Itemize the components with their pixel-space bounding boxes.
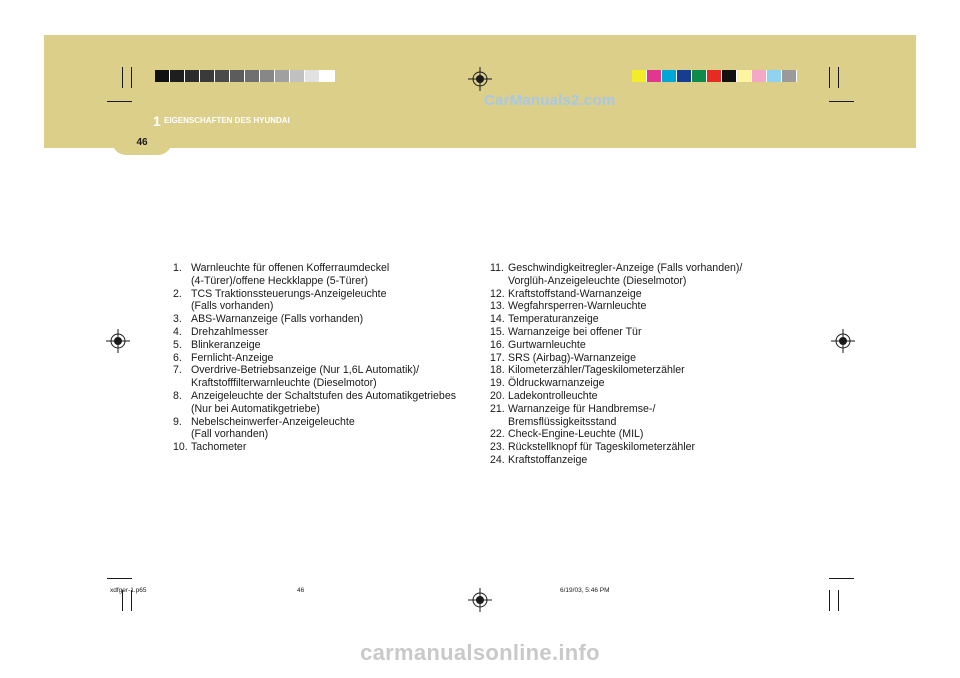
list-item-number: 16. xyxy=(490,338,505,351)
slug-page: 46 xyxy=(297,587,305,594)
page-number: 46 xyxy=(136,137,148,148)
color-swatch xyxy=(245,70,260,82)
crop-mark xyxy=(122,67,123,88)
list-item-number: 6. xyxy=(173,351,182,364)
legend-list-left xyxy=(173,262,478,454)
registration-mark-icon xyxy=(831,329,855,353)
list-item-text xyxy=(508,454,790,467)
registration-mark-icon xyxy=(468,588,492,612)
list-item-line: (4-Türer)/offene Heckklappe (5-Türer) xyxy=(191,274,369,287)
list-item-number: 17. xyxy=(490,351,505,364)
list-item-number: 3. xyxy=(173,313,182,326)
list-item xyxy=(490,428,790,441)
list-item xyxy=(490,364,790,377)
color-swatch xyxy=(647,70,662,82)
crop-mark xyxy=(131,67,132,88)
list-item-text xyxy=(508,428,790,441)
list-item xyxy=(173,288,478,314)
list-item-line: TCS Traktionssteuerungs-Anzeigeleuchte xyxy=(191,287,387,300)
footer-site-link[interactable]: carmanualsonline.info xyxy=(360,640,600,665)
list-item-text xyxy=(508,288,790,301)
list-item xyxy=(490,403,790,429)
list-item-text xyxy=(508,377,790,390)
slug-datetime: 6/19/03, 5:46 PM xyxy=(560,587,610,594)
list-item-number: 14. xyxy=(490,313,505,326)
list-item-line: Drehzahlmesser xyxy=(191,325,269,338)
list-item xyxy=(173,441,478,454)
list-item-line: Ladekontrolleuchte xyxy=(508,389,598,402)
list-item-line: SRS (Airbag)-Warnanzeige xyxy=(508,351,636,364)
crop-mark xyxy=(829,67,830,88)
list-item-number: 4. xyxy=(173,325,182,338)
list-item-number: 7. xyxy=(173,364,182,377)
list-item-number: 11. xyxy=(490,262,504,274)
list-item xyxy=(490,377,790,390)
list-item-number: 18. xyxy=(490,364,505,377)
list-item-text xyxy=(508,300,790,313)
list-item-number: 21. xyxy=(490,402,505,415)
grayscale-color-bar xyxy=(155,70,335,82)
list-item-number: 12. xyxy=(490,287,505,300)
crop-mark xyxy=(838,590,839,611)
list-item-text xyxy=(508,390,790,403)
color-swatch xyxy=(260,70,275,82)
crop-mark xyxy=(829,590,830,611)
crop-mark xyxy=(829,578,854,579)
list-item-number: 22. xyxy=(490,428,505,441)
list-item-line: Warnanzeige bei offener Tür xyxy=(508,325,642,338)
color-swatch xyxy=(230,70,245,82)
list-item-line: Anzeigeleuchte der Schaltstufen des Automatikgetriebes xyxy=(191,389,457,402)
list-item xyxy=(490,441,790,454)
list-item-line: Blinkeranzeige xyxy=(191,338,261,351)
crop-mark xyxy=(107,578,132,579)
list-item-text xyxy=(508,403,790,429)
list-item-number: 2. xyxy=(173,287,182,300)
color-swatch xyxy=(782,70,797,82)
list-item xyxy=(173,416,478,442)
list-item-text xyxy=(191,288,478,314)
list-item xyxy=(490,352,790,365)
list-item-line: Bremsflüssigkeitsstand xyxy=(508,415,617,428)
list-item-text xyxy=(191,364,478,390)
list-item-line: Overdrive-Betriebsanzeige (Nur 1,6L Automatik)/ xyxy=(191,364,420,377)
list-item xyxy=(490,300,790,313)
list-item-text xyxy=(508,441,790,454)
list-item-line: Rückstellknopf für Tageskilometerzähler xyxy=(508,441,696,454)
list-item-number: 5. xyxy=(173,338,182,351)
color-swatch xyxy=(155,70,170,82)
list-item-line: Tachometer xyxy=(191,441,247,454)
list-item-text xyxy=(191,352,478,365)
list-item-line: Wegfahrsperren-Warnleuchte xyxy=(508,300,647,313)
list-item-line: Check-Engine-Leuchte (MIL) xyxy=(508,428,644,441)
color-swatch xyxy=(767,70,782,82)
list-item-number: 20. xyxy=(490,389,505,402)
list-item-line: Kilometerzähler/Tageskilometerzähler xyxy=(508,364,685,377)
color-swatch xyxy=(752,70,767,82)
legend-list-right xyxy=(490,262,790,467)
color-swatch xyxy=(320,70,335,82)
list-item-number: 1. xyxy=(173,262,182,274)
color-swatch xyxy=(170,70,185,82)
list-item-line: Kraftstoffstand-Warnanzeige xyxy=(508,287,642,300)
list-item-line: Kraftstoffanzeige xyxy=(508,453,588,466)
color-swatch xyxy=(692,70,707,82)
chapter-title: EIGENSCHAFTEN DES HYUNDAI xyxy=(164,116,290,125)
registration-mark-icon xyxy=(106,329,130,353)
list-item-line: Öldruckwarnanzeige xyxy=(508,377,605,390)
list-item-text xyxy=(508,364,790,377)
list-item-text xyxy=(191,390,478,416)
list-item-number: 15. xyxy=(490,325,505,338)
list-item-text xyxy=(191,441,478,454)
list-item xyxy=(173,326,478,339)
list-item-line: Vorglüh-Anzeigeleuchte (Dieselmotor) xyxy=(508,274,687,287)
list-item xyxy=(490,326,790,339)
list-item xyxy=(173,262,478,288)
crop-mark xyxy=(838,67,839,88)
header-band xyxy=(44,35,916,148)
color-swatch xyxy=(215,70,230,82)
crop-mark xyxy=(829,101,854,102)
list-item xyxy=(490,390,790,403)
list-item xyxy=(490,288,790,301)
list-item xyxy=(173,313,478,326)
list-item-line: Kraftstofffilterwarnleuchte (Dieselmotor) xyxy=(191,377,377,390)
list-item-line: Warnleuchte für offenen Kofferraumdeckel xyxy=(191,262,390,274)
list-item-text xyxy=(508,339,790,352)
slug-filename: xdfger-1.p65 xyxy=(110,587,147,594)
list-item-text xyxy=(508,326,790,339)
list-item-line: Temperaturanzeige xyxy=(508,313,599,326)
color-swatch xyxy=(677,70,692,82)
list-item-line: Fernlicht-Anzeige xyxy=(191,351,274,364)
list-item xyxy=(173,364,478,390)
list-item-line: Nebelscheinwerfer-Anzeigeleuchte xyxy=(191,415,355,428)
color-swatch xyxy=(662,70,677,82)
list-item-text xyxy=(508,262,790,288)
list-item xyxy=(490,313,790,326)
list-item-number: 10. xyxy=(173,441,188,454)
list-item-text xyxy=(191,326,478,339)
list-item-text xyxy=(191,313,478,326)
crop-mark xyxy=(107,101,132,102)
color-swatch xyxy=(632,70,647,82)
list-item-number: 9. xyxy=(173,415,182,428)
list-item-text xyxy=(191,262,478,288)
list-item xyxy=(490,339,790,352)
list-item-line: Gurtwarnleuchte xyxy=(508,338,586,351)
color-swatch xyxy=(722,70,737,82)
list-item-number: 19. xyxy=(490,377,505,390)
list-item-number: 13. xyxy=(490,300,505,313)
color-swatch xyxy=(737,70,752,82)
watermark-link[interactable]: CarManuals2.com xyxy=(484,92,616,109)
list-item xyxy=(490,262,790,288)
color-swatch xyxy=(200,70,215,82)
list-item-text xyxy=(191,416,478,442)
color-calibration-bar xyxy=(632,70,797,82)
registration-mark-icon xyxy=(468,67,492,91)
list-item-line: (Falls vorhanden) xyxy=(191,300,274,313)
list-item-number: 8. xyxy=(173,389,182,402)
color-swatch xyxy=(290,70,305,82)
list-item-line: (Nur bei Automatikgetriebe) xyxy=(191,402,320,415)
list-item xyxy=(490,454,790,467)
list-item-text xyxy=(191,339,478,352)
list-item-line: Geschwindigkeitregler-Anzeige (Falls vorhanden)/ xyxy=(508,262,743,274)
list-item-line: ABS-Warnanzeige (Falls vorhanden) xyxy=(191,313,364,326)
list-item xyxy=(173,390,478,416)
list-item-text xyxy=(508,352,790,365)
list-item-line: (Fall vorhanden) xyxy=(191,428,269,441)
color-swatch xyxy=(707,70,722,82)
color-swatch xyxy=(305,70,320,82)
list-item-line: Warnanzeige für Handbremse-/ xyxy=(508,402,656,415)
list-item xyxy=(173,352,478,365)
list-item-text xyxy=(508,313,790,326)
list-item xyxy=(173,339,478,352)
color-swatch xyxy=(185,70,200,82)
list-item-number: 24. xyxy=(490,453,505,466)
list-item-number: 23. xyxy=(490,441,505,454)
color-swatch xyxy=(275,70,290,82)
chapter-number: 1 xyxy=(153,113,161,129)
